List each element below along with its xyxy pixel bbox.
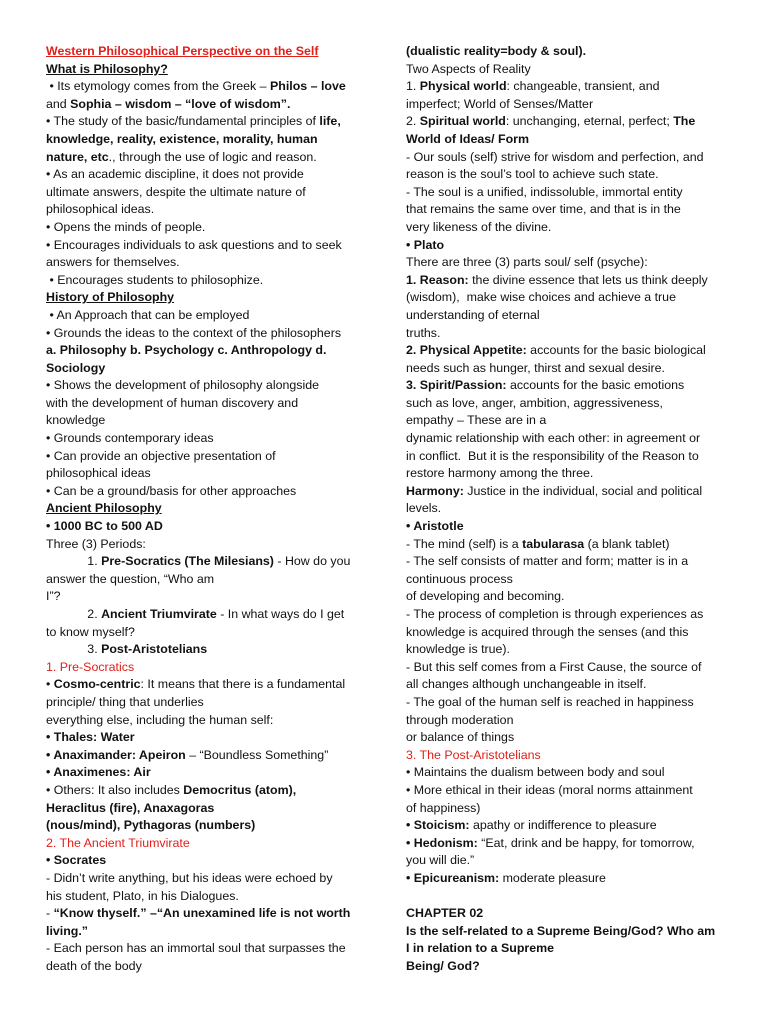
text-segment: Pre-Socratics (The Milesians) (101, 554, 274, 569)
text-line (406, 624, 728, 642)
text-line (406, 289, 728, 307)
text-segment: • Aristotle (406, 519, 464, 534)
text-line (406, 817, 728, 835)
text-line (406, 201, 728, 219)
text-line (406, 254, 728, 272)
text-line (46, 624, 366, 642)
text-line (46, 412, 366, 430)
text-line (406, 325, 728, 343)
text-segment: Post-Aristotelians (101, 642, 208, 657)
text-segment: very likeness of the divine. (406, 219, 552, 234)
text-segment: ultimate answers, despite the ultimate nature of (46, 184, 306, 199)
text-segment: a. (46, 343, 60, 358)
text-segment: ., through the use of logic and reason. (108, 149, 317, 164)
text-line (46, 465, 366, 483)
text-segment: moderate pleasure (499, 870, 606, 885)
text-segment: - In what ways do I get (216, 607, 345, 621)
text-line (46, 641, 366, 659)
text-segment: • Encourages students to philosophize. (46, 272, 264, 287)
text-segment: 1. Pre-Socratics (46, 659, 135, 674)
text-line (406, 588, 728, 606)
text-segment: Justice in the individual, social and political (463, 483, 703, 498)
text-line (406, 676, 728, 694)
text-line (46, 237, 366, 255)
text-line (46, 325, 366, 343)
text-line (406, 905, 728, 923)
text-segment: - Our souls (self) strive for wisdom and perfection, and (406, 149, 704, 164)
text-line (46, 800, 366, 818)
text-segment: or balance of things (406, 730, 515, 745)
text-line (46, 184, 366, 202)
text-line (406, 940, 728, 958)
text-segment: (dualistic reality=body & soul). (406, 44, 587, 58)
text-line (406, 712, 728, 730)
text-segment: Physical world (419, 79, 507, 94)
text-segment: life, (319, 114, 341, 129)
text-segment: The (673, 114, 696, 129)
text-segment: of developing and becoming. (406, 589, 565, 604)
text-segment: his student, Plato, in his Dialogues. (46, 888, 239, 903)
text-segment: • An Approach that can be employed (46, 307, 250, 322)
text-segment: What is Philosophy? (46, 61, 168, 76)
text-segment: 2. The Ancient Triumvirate (46, 835, 190, 850)
text-segment: the divine essence that lets us think deeply (468, 272, 708, 287)
text-line (406, 888, 728, 906)
text-segment: • Its etymology comes from the Greek – (46, 79, 271, 94)
text-line (46, 201, 366, 219)
text-line (406, 219, 728, 237)
text-segment: accounts for the basic biological (526, 343, 706, 358)
text-segment: you will die.” (406, 853, 475, 868)
text-segment: truths. (406, 325, 441, 340)
text-segment: dynamic relationship with each other: in agreement or (406, 431, 701, 446)
text-line (46, 113, 366, 131)
text-segment: • Thales: Water (46, 730, 135, 745)
text-line (406, 923, 728, 941)
text-line (406, 659, 728, 677)
text-segment: • 1000 BC to 500 AD (46, 519, 163, 534)
text-segment: knowledge (46, 413, 106, 428)
text-segment: accounts for the basic emotions (506, 378, 685, 393)
text-line (46, 747, 366, 765)
text-segment: Harmony: (406, 483, 464, 498)
text-segment: • Can provide an objective presentation of (46, 448, 276, 463)
text-segment: such as love, anger, ambition, aggressiveness, (406, 395, 663, 410)
text-line (46, 817, 366, 835)
text-segment: answers for themselves. (46, 255, 180, 270)
text-line (406, 729, 728, 747)
text-segment: imperfect; World of Senses/Matter (406, 96, 594, 111)
text-line (406, 483, 728, 501)
text-line (406, 747, 728, 765)
text-line (46, 483, 366, 501)
text-segment: 2. (46, 607, 102, 621)
text-segment: through moderation (406, 712, 514, 727)
text-line (46, 905, 366, 923)
text-line (406, 43, 728, 61)
text-segment: philosophical ideas (46, 466, 151, 481)
text-segment: knowledge, reality, existence, morality, human (46, 131, 318, 146)
text-segment: Western Philosophical Perspective on the Self (46, 44, 319, 58)
text-segment: that remains the same over time, and that is in the (406, 202, 681, 217)
text-segment: Ancient Philosophy (46, 501, 162, 516)
text-segment: • Plato (406, 237, 445, 252)
text-line (406, 307, 728, 325)
text-segment: (nous/mind), Pythagoras (numbers) (46, 818, 256, 833)
left-column (46, 43, 366, 975)
text-line (406, 870, 728, 888)
text-line (406, 641, 728, 659)
text-segment: Three (3) Periods: (46, 536, 146, 551)
text-segment: • Opens the minds of people. (46, 219, 206, 234)
text-segment: - The soul is a unified, indissoluble, immortal entity (406, 184, 683, 199)
text-line (406, 131, 728, 149)
text-line (406, 149, 728, 167)
text-line (406, 448, 728, 466)
text-segment: • The study of the basic/fundamental principles of (46, 114, 320, 129)
text-line (406, 377, 728, 395)
text-line (46, 782, 366, 800)
text-line (46, 377, 366, 395)
text-segment: nature, etc (46, 149, 109, 164)
text-segment: Philos – love (270, 79, 346, 94)
text-segment: tabularasa (522, 536, 585, 551)
text-segment: • Maintains the dualism between body and soul (406, 765, 665, 780)
text-line (406, 465, 728, 483)
text-line (46, 219, 366, 237)
text-segment: everything else, including the human self: (46, 712, 274, 727)
text-line (46, 131, 366, 149)
text-segment: I”? (46, 589, 61, 604)
text-segment: knowledge is true). (406, 642, 510, 657)
text-segment: • Hedonism: (406, 835, 478, 850)
text-segment: Sociology (46, 360, 106, 375)
text-line (46, 870, 366, 888)
text-segment: to know myself? (46, 624, 135, 639)
text-segment: continuous process (406, 571, 513, 586)
text-line (406, 782, 728, 800)
text-line (46, 272, 366, 290)
text-line (406, 78, 728, 96)
text-segment: 2. Physical Appetite: (406, 343, 527, 358)
text-segment: “Eat, drink and be happy, for tomorrow, (477, 835, 695, 850)
text-segment: living.” (46, 923, 88, 938)
text-segment: Spiritual world (419, 114, 506, 129)
text-line (406, 571, 728, 589)
text-segment: - The mind (self) is a (406, 536, 523, 551)
text-segment: knowledge is acquired through the senses (and this (406, 624, 689, 639)
text-segment: • Grounds the ideas to the context of the philosophers (46, 325, 342, 340)
text-segment: Two Aspects of Reality (406, 61, 531, 76)
text-line (406, 694, 728, 712)
text-segment: Philosophy b. Psychology c. Anthropology d. (59, 343, 327, 358)
text-segment: empathy – These are in a (406, 413, 547, 428)
text-line (46, 254, 366, 272)
text-line (406, 272, 728, 290)
text-segment: World of Ideas/ Form (406, 131, 529, 146)
text-line (406, 113, 728, 131)
text-segment: all changes although unchangeable in itself. (406, 677, 647, 692)
text-segment: - The self consists of matter and form; matter is in a (406, 554, 689, 569)
text-line (46, 958, 366, 976)
text-segment: 1. (406, 79, 420, 94)
text-segment: - The goal of the human self is reached in happiness (406, 694, 694, 709)
text-line (406, 500, 728, 518)
text-segment: - The process of completion is through experiences as (406, 607, 704, 621)
text-line (406, 237, 728, 255)
text-line (406, 606, 728, 624)
text-line (46, 940, 366, 958)
text-line (46, 518, 366, 536)
text-segment: with the development of human discovery and (46, 395, 299, 410)
text-segment: Being/ God? (406, 958, 480, 973)
text-segment: Cosmo-centric (53, 677, 141, 692)
text-line (406, 96, 728, 114)
text-segment: understanding of eternal (406, 307, 540, 322)
text-segment: • Anaximander: Apeiron (46, 747, 186, 762)
text-line (46, 694, 366, 712)
text-line (406, 342, 728, 360)
text-line (46, 448, 366, 466)
text-segment: Is the self-related to a Supreme Being/God? Who am (406, 923, 716, 938)
text-line (406, 412, 728, 430)
text-line (46, 553, 366, 571)
text-segment: • Socrates (46, 853, 107, 868)
text-segment: death of the body (46, 958, 142, 973)
text-segment: answer the question, “Who am (46, 571, 215, 586)
text-segment: restore harmony among the three. (406, 466, 594, 481)
text-line (406, 184, 728, 202)
text-segment: Democritus (atom), (183, 782, 297, 797)
text-line (406, 166, 728, 184)
text-segment: : It means that there is a fundamental (140, 677, 346, 692)
text-segment: • Stoicism: (406, 818, 470, 833)
text-line (406, 764, 728, 782)
text-line (406, 518, 728, 536)
text-line (406, 430, 728, 448)
text-segment: : unchanging, eternal, perfect; (505, 114, 674, 129)
text-line (46, 43, 366, 61)
text-segment: • Others: It also includes (46, 782, 184, 797)
text-segment: Ancient Triumvirate (101, 607, 217, 621)
text-line (46, 571, 366, 589)
text-line (406, 835, 728, 853)
text-segment: • Shows the development of philosophy alongside (46, 378, 319, 393)
text-line (46, 430, 366, 448)
text-segment: levels. (406, 501, 442, 516)
text-line (46, 606, 366, 624)
text-line (46, 149, 366, 167)
text-line (406, 553, 728, 571)
text-line (46, 676, 366, 694)
text-segment: • Grounds contemporary ideas (46, 431, 214, 446)
text-segment: (a blank tablet) (584, 536, 670, 551)
text-line (406, 800, 728, 818)
text-line (46, 923, 366, 941)
text-line (406, 395, 728, 413)
text-segment: “Know thyself.” –“An unexamined life is not worth (53, 906, 351, 921)
text-segment: CHAPTER 02 (406, 906, 484, 921)
text-line (406, 852, 728, 870)
text-segment: reason is the soul’s tool to achieve such state. (406, 167, 659, 182)
text-line (46, 78, 366, 96)
text-line (406, 536, 728, 554)
text-segment: - How do you (273, 554, 351, 569)
text-line (46, 360, 366, 378)
text-segment: needs such as hunger, thirst and sexual desire. (406, 360, 665, 375)
text-line (406, 360, 728, 378)
text-segment: History of Philosophy (46, 290, 175, 305)
text-line (46, 342, 366, 360)
text-segment: - But this self comes from a First Cause, the source of (406, 659, 702, 674)
text-segment: • Anaximenes: Air (46, 765, 151, 780)
text-segment: of happiness) (406, 800, 481, 815)
text-segment: (wisdom), make wise choices and achieve a true (406, 290, 676, 305)
text-line (46, 588, 366, 606)
text-line (46, 500, 366, 518)
text-line (46, 166, 366, 184)
text-line (46, 96, 366, 114)
text-segment: - (46, 906, 54, 921)
text-line (46, 536, 366, 554)
text-line (46, 712, 366, 730)
text-segment: • Can be a ground/basis for other approaches (46, 483, 297, 498)
text-segment: 3. The Post-Aristotelians (406, 747, 541, 762)
text-segment: in conflict. But it is the responsibility of the Reason to (406, 448, 699, 463)
text-segment: • (46, 677, 54, 692)
text-segment: I in relation to a Supreme (406, 941, 555, 956)
text-line (46, 659, 366, 677)
text-line (46, 852, 366, 870)
text-line (406, 61, 728, 79)
text-line (46, 835, 366, 853)
text-segment: 1. Reason: (406, 272, 469, 287)
text-segment: Sophia – wisdom – “love of wisdom”. (70, 96, 291, 111)
text-segment: There are three (3) parts soul/ self (psyche): (406, 255, 648, 270)
text-segment: – “Boundless Something” (185, 747, 329, 762)
text-segment: • More ethical in their ideas (moral norms attainment (406, 782, 693, 797)
text-line (46, 888, 366, 906)
text-line (406, 958, 728, 976)
text-segment: - Each person has an immortal soul that surpasses the (46, 941, 346, 956)
text-segment: 3. Spirit/Passion: (406, 378, 507, 393)
text-line (46, 61, 366, 79)
text-segment: principle/ thing that underlies (46, 694, 204, 709)
text-segment: Heraclitus (fire), Anaxagoras (46, 800, 215, 815)
text-line (46, 307, 366, 325)
text-segment: • Encourages individuals to ask questions and to seek (46, 237, 342, 252)
text-segment: • As an academic discipline, it does not provide (46, 167, 304, 182)
text-segment: • Epicureanism: (406, 870, 500, 885)
text-line (46, 764, 366, 782)
text-line (46, 289, 366, 307)
text-line (46, 395, 366, 413)
right-column (406, 43, 728, 975)
text-segment: and (46, 96, 71, 111)
text-segment: - Didn’t write anything, but his ideas were echoed by (46, 870, 333, 885)
text-segment: : changeable, transient, and (506, 79, 660, 94)
text-segment: 3. (46, 642, 102, 657)
text-segment: philosophical ideas. (46, 202, 155, 217)
text-line (46, 729, 366, 747)
text-segment: 1. (46, 554, 102, 569)
text-segment: 2. (406, 114, 420, 129)
text-segment: apathy or indifference to pleasure (469, 818, 657, 833)
